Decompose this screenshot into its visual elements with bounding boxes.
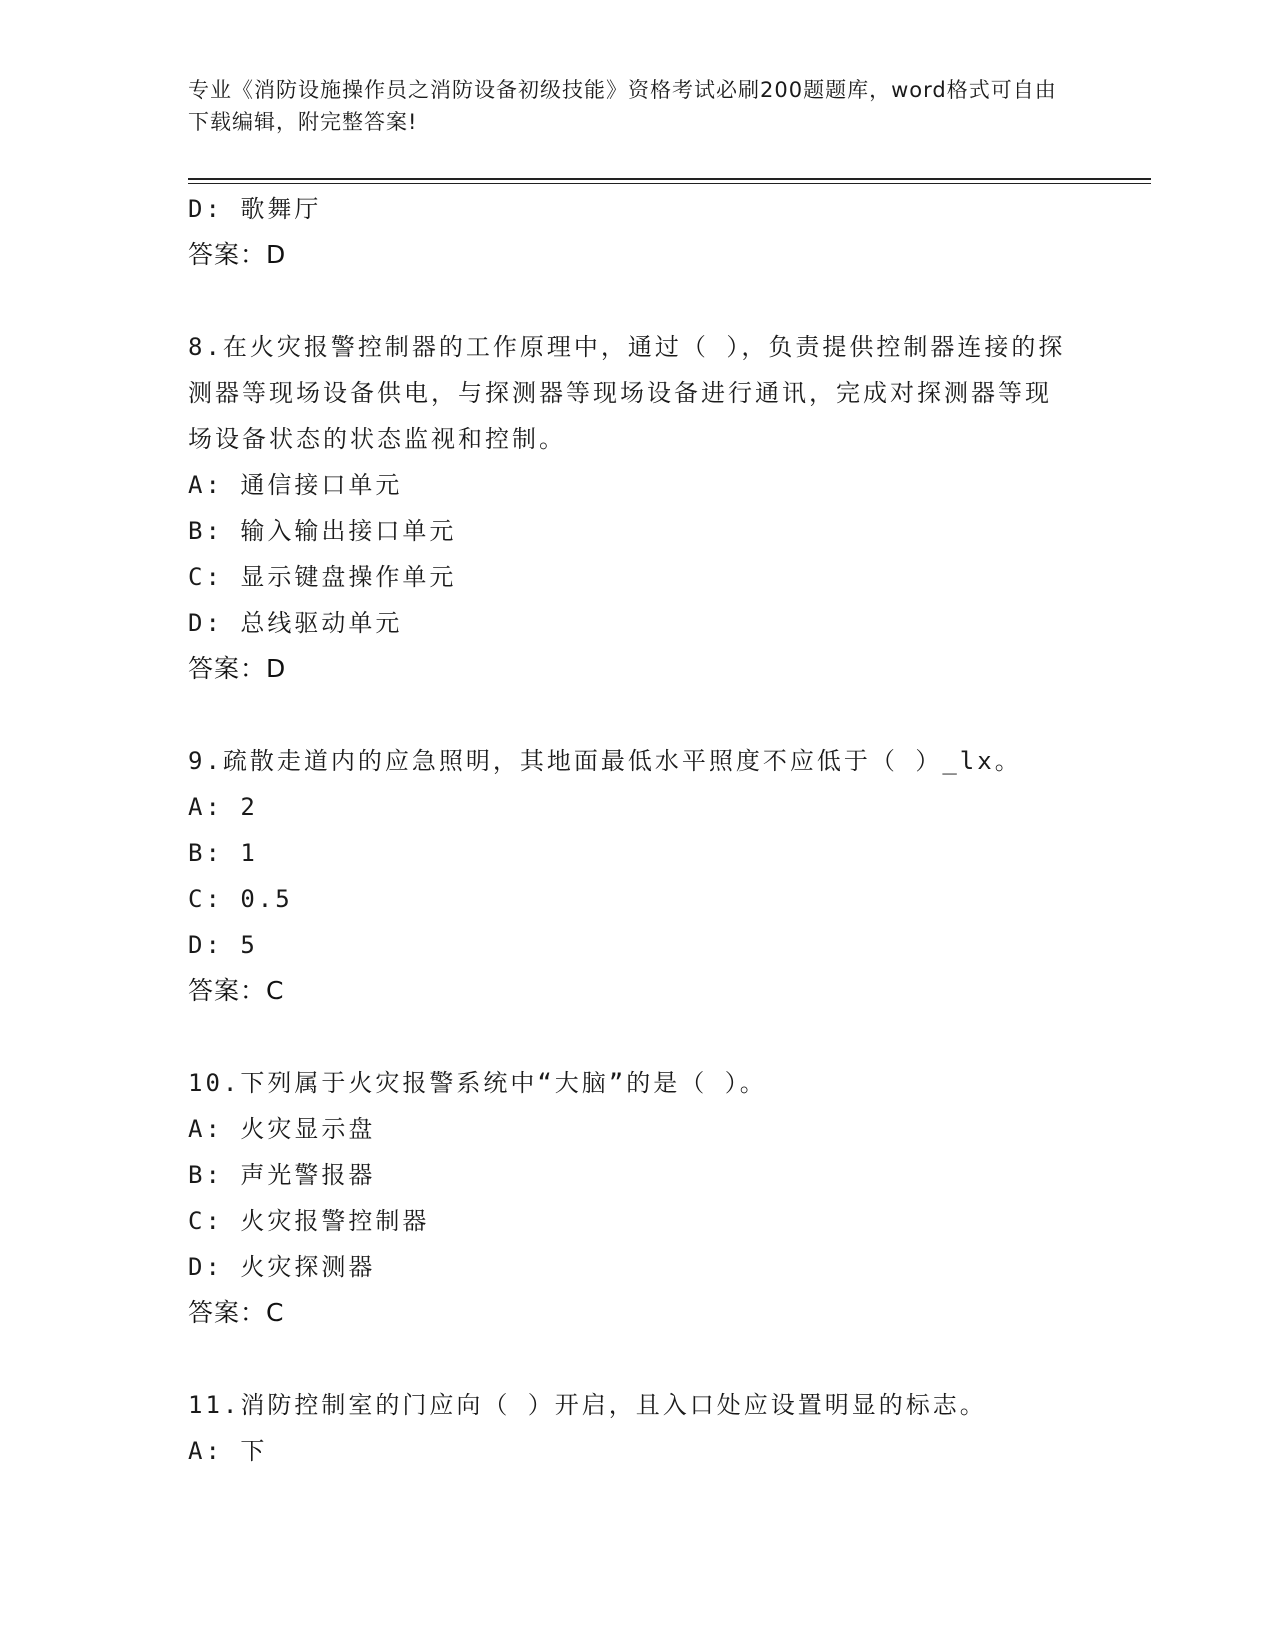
spacer [188, 1014, 1068, 1060]
question-stem: 9.疏散走道内的应急照明，其地面最低水平照度不应低于（ ）_lx。 [188, 747, 1022, 775]
answer: 答案：C [188, 976, 285, 1005]
question-list [188, 186, 1068, 1474]
question-stem: 8.在火灾报警控制器的工作原理中，通过（ ），负责提供控制器连接的探测器等现场设备供电，与探测器等现场设备进行通讯，完成对探测器等现场设备状态的状态监视和控制。 [188, 333, 1066, 453]
question-stem: 10.下列属于火灾报警系统中“大脑”的是（ ）。 [188, 1069, 767, 1097]
option-a: A: 火灾显示盘 [188, 1115, 376, 1143]
header-rule-thick [188, 178, 1151, 180]
spacer [188, 692, 1068, 738]
answer: 答案：D [188, 654, 287, 683]
answer: 答案：C [188, 1298, 285, 1327]
question-11 [188, 1382, 1068, 1474]
option-b: B: 声光警报器 [188, 1161, 376, 1189]
option-b: B: 输入输出接口单元 [188, 517, 457, 545]
option-a: A: 下 [188, 1437, 268, 1465]
option-d: D: 总线驱动单元 [188, 609, 403, 637]
option-d: D: 5 [188, 931, 258, 959]
answer-fragment: 答案：D [188, 240, 287, 269]
question-8 [188, 324, 1068, 692]
option-b: B: 1 [188, 839, 258, 867]
option-d-fragment: D: 歌舞厅 [188, 195, 322, 223]
question-9 [188, 738, 1068, 1014]
option-c: C: 0.5 [188, 885, 293, 913]
question-stem: 11.消防控制室的门应向（ ）开启，且入口处应设置明显的标志。 [188, 1391, 987, 1419]
option-c: C: 显示键盘操作单元 [188, 563, 457, 591]
option-d: D: 火灾探测器 [188, 1253, 376, 1281]
question-10 [188, 1060, 1068, 1336]
option-c: C: 火灾报警控制器 [188, 1207, 430, 1235]
spacer [188, 1336, 1068, 1382]
page-header: 专业《消防设施操作员之消防设备初级技能》资格考试必刷200题题库，word格式可自由下载编辑，附完整答案! [188, 78, 1057, 134]
option-a: A: 通信接口单元 [188, 471, 403, 499]
spacer [188, 278, 1068, 324]
header-rule-thin [188, 183, 1151, 184]
option-a: A: 2 [188, 793, 258, 821]
